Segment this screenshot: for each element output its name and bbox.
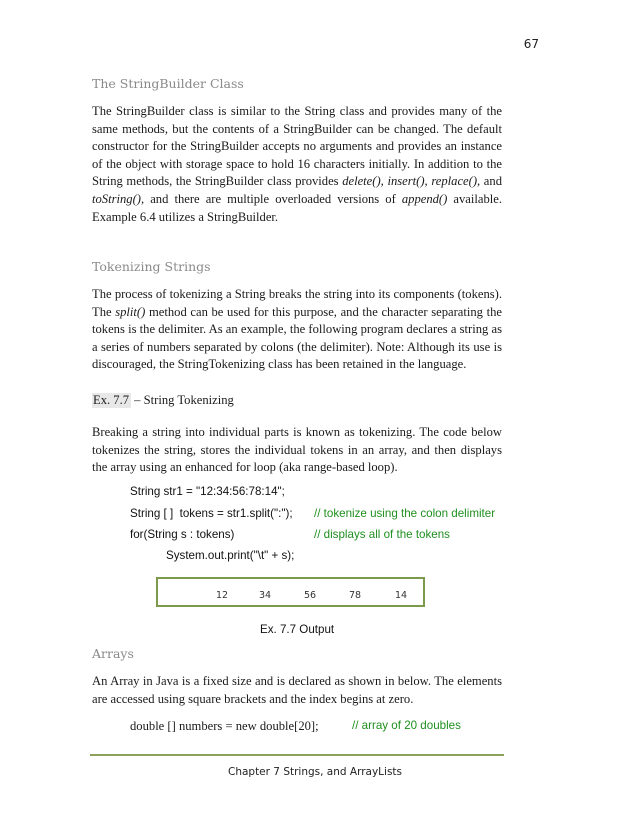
method-name: append() (401, 191, 448, 206)
array-declaration: double [] numbers = new double[20]; (130, 719, 319, 733)
code-line-4: System.out.print("\t" + s); (166, 549, 295, 562)
array-comment: // array of 20 doubles (352, 719, 461, 732)
method-name: replace(), (431, 174, 481, 189)
output-value: 56 (304, 590, 317, 601)
text-run: and (480, 174, 502, 189)
example-tag: Ex. 7.7 (93, 393, 130, 407)
text-run: and there are multiple overloaded versions of (144, 191, 402, 206)
output-caption: Ex. 7.7 Output (260, 623, 335, 636)
footer-rule (90, 754, 504, 756)
paragraph-tokenizing (92, 286, 502, 374)
method-name: split() (115, 304, 146, 319)
paragraph-stringbuilder (92, 103, 502, 226)
text-run: method can be used for this purpose, and the character separating the tokens is the delimiter. As an example, the following program declares a string as a series of numbers separated by colons (the delimiter). Note: Although its use is discouraged, the StringTokenizing class has been retained in the language. (92, 304, 502, 372)
output-value: 12 (216, 590, 229, 601)
paragraph-arrays: An Array in Java is a fixed size and is declared as shown in below. The elements are accessed using square brackets and the index begins at zero. (92, 674, 502, 706)
section-heading-stringbuilder: The StringBuilder Class (92, 76, 244, 91)
code-line-2: String [ ] tokens = str1.split(":"); (130, 507, 293, 520)
output-value: 34 (259, 590, 272, 601)
output-value: 14 (395, 590, 408, 601)
method-name: toString(), (92, 191, 145, 206)
code-line-1: String str1 = "12:34:56:78:14"; (130, 485, 285, 498)
output-value: 78 (349, 590, 362, 601)
paragraph-example: Breaking a string into individual parts is known as tokenizing. The code below tokenizes the string, stores the individual tokens in an array, and then displays the array using an enhanced for loop (aka range-based loop). (92, 425, 502, 475)
example-title: – String Tokenizing (131, 393, 234, 407)
section-heading-arrays: Arrays (92, 646, 134, 661)
text-run: The StringBuilder class is similar to the String class and provides many of the same methods, but the contents of a StringBuilder can be changed. The default constructor for the StringBuilder accepts no arguments and provides an instance of the object with storage space to hold 16 characters initially. In addition to the String methods, the StringBuilder class provides (92, 104, 502, 189)
section-heading-tokenizing: Tokenizing Strings (92, 259, 211, 274)
example-heading (92, 393, 234, 408)
method-name: insert(), (387, 174, 428, 189)
text-run: available. Example 6.4 utilizes a StringBuilder. (92, 191, 502, 224)
method-name: delete(), (342, 174, 384, 189)
code-comment-2: // tokenize using the colon delimiter (314, 507, 496, 520)
code-comment-3: // displays all of the tokens (314, 528, 450, 541)
page-number: 67 (523, 37, 539, 51)
output-box (156, 577, 425, 607)
text-run: The process of tokenizing a String breaks the string into its components (tokens). The (92, 287, 502, 319)
footer-chapter-title: Chapter 7 Strings, and ArrayLists (227, 766, 402, 778)
code-line-3: for(String s : tokens) (130, 528, 235, 541)
